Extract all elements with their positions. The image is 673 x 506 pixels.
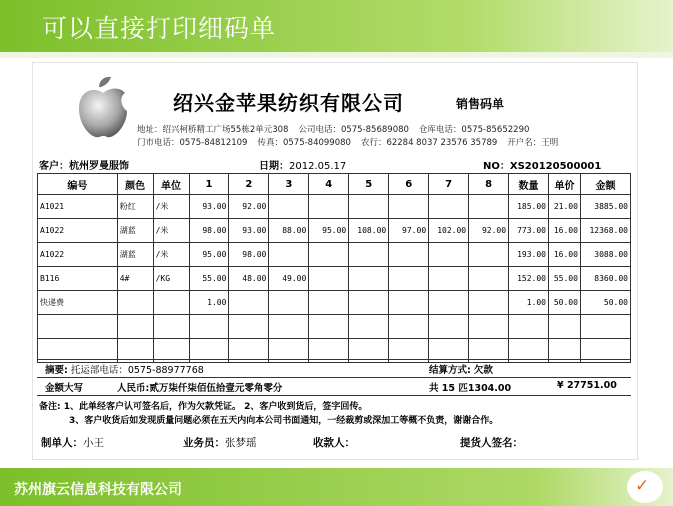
column-header: 4	[309, 174, 349, 195]
table-cell	[269, 243, 309, 267]
table-cell: /米	[153, 219, 189, 243]
footer-company-name: 苏州旗云信息科技有限公司	[14, 482, 182, 498]
summary-field: 摘要: 托运部电话：0575-88977768	[45, 365, 204, 376]
table-cell	[469, 195, 509, 219]
table-cell	[429, 315, 469, 339]
company-name: 绍兴金苹果纺织有限公司	[173, 91, 404, 115]
table-cell: A1022	[38, 219, 118, 243]
column-header: 数量	[509, 174, 549, 195]
store-phone: 门市电话：0575-84812109	[137, 138, 248, 148]
date-field: 日期：2012.05.17	[259, 161, 347, 172]
table-cell	[269, 195, 309, 219]
table-row	[38, 219, 631, 243]
table-cell: /KG	[153, 267, 189, 291]
column-header: 编号	[38, 174, 118, 195]
table-cell	[153, 291, 189, 315]
table-cell	[229, 291, 269, 315]
column-header: 3	[269, 174, 309, 195]
settlement-field: 结算方式: 欠款	[429, 365, 493, 376]
table-cell: A1021	[38, 195, 118, 219]
apple-logo-icon	[73, 71, 133, 141]
contact-line-2	[137, 136, 568, 148]
table-cell	[309, 243, 349, 267]
amount-caps: 人民币:贰万柒仟柒佰伍拾壹元零角零分	[117, 383, 283, 394]
table-row	[38, 291, 631, 315]
picker-signature-field: 提货人签名：	[460, 437, 523, 449]
table-cell	[389, 195, 429, 219]
table-cell	[469, 267, 509, 291]
table-cell	[229, 315, 269, 339]
maker-field: 制单人：小王	[41, 437, 104, 449]
table-cell	[309, 195, 349, 219]
table-cell	[389, 243, 429, 267]
warehouse-phone: 仓库电话：0575-85652290	[418, 125, 530, 135]
table-cell: 108.00	[349, 219, 389, 243]
column-header: 颜色	[117, 174, 153, 195]
table-cell	[349, 243, 389, 267]
table-row	[38, 315, 631, 339]
column-header: 5	[349, 174, 389, 195]
table-cell	[117, 291, 153, 315]
table-cell	[349, 315, 389, 339]
contact-line-1	[137, 123, 539, 135]
receiver-field: 收款人：	[313, 437, 355, 449]
table-cell: 55.00	[189, 267, 229, 291]
table-cell	[309, 291, 349, 315]
table-cell: 粉红	[117, 195, 153, 219]
table-cell	[269, 291, 309, 315]
column-header: 8	[469, 174, 509, 195]
bank-account: 农行：62284 8037 23576 35789	[360, 138, 498, 148]
table-cell: 773.00	[509, 219, 549, 243]
table-cell	[117, 315, 153, 339]
amount-caps-label: 金额大写	[45, 383, 84, 394]
table-cell: 92.00	[229, 195, 269, 219]
table-cell	[269, 315, 309, 339]
column-header: 6	[389, 174, 429, 195]
table-cell: 98.00	[229, 243, 269, 267]
brand-logo-icon: ✓	[627, 471, 663, 503]
table-row	[38, 243, 631, 267]
column-header: 7	[429, 174, 469, 195]
table-cell	[349, 195, 389, 219]
table-cell: 98.00	[189, 219, 229, 243]
table-cell: 88.00	[269, 219, 309, 243]
table-cell: 16.00	[548, 243, 580, 267]
notes	[39, 400, 498, 428]
table-cell: 湖蓝	[117, 219, 153, 243]
table-cell	[429, 267, 469, 291]
table-cell	[389, 267, 429, 291]
table-cell: 21.00	[548, 195, 580, 219]
table-cell: 3088.00	[580, 243, 630, 267]
table-cell	[309, 315, 349, 339]
column-header: 2	[229, 174, 269, 195]
table-cell: B116	[38, 267, 118, 291]
note-line-2: 3、客户收货后如发现质量问题必须在五天内向本公司书面通知，一经裁剪或深加工等概不负责，谢谢合作。	[69, 416, 499, 426]
table-cell	[309, 267, 349, 291]
table-cell: A1022	[38, 243, 118, 267]
table-cell: 95.00	[189, 243, 229, 267]
table-cell	[509, 315, 549, 339]
table-cell	[189, 315, 229, 339]
column-header: 金额	[580, 174, 630, 195]
address: 地址：绍兴柯桥精工广场55栋2单元308	[137, 125, 289, 135]
table-cell: 193.00	[509, 243, 549, 267]
column-header: 单价	[548, 174, 580, 195]
table-cell: /米	[153, 195, 189, 219]
table-cell	[429, 195, 469, 219]
table-row	[38, 195, 631, 219]
table-cell	[429, 291, 469, 315]
total-amount: ¥ 27751.00	[557, 380, 617, 391]
table-cell: 12368.00	[580, 219, 630, 243]
sales-slip	[32, 62, 638, 460]
table-cell	[469, 243, 509, 267]
salesperson-field: 业务员：张梦瑶	[183, 437, 257, 449]
column-header: 单位	[153, 174, 189, 195]
table-cell: 55.00	[548, 267, 580, 291]
table-cell	[153, 315, 189, 339]
account-holder: 开户名：王明	[507, 138, 559, 148]
table-cell	[389, 315, 429, 339]
fax: 传真：0575-84099080	[257, 138, 351, 148]
table-cell	[469, 291, 509, 315]
table-cell: 93.00	[229, 219, 269, 243]
slide-title: 可以直接打印细码单	[42, 14, 277, 43]
table-header-row	[38, 174, 631, 195]
note-line-1: 备注: 1、此单经客户认可签名后，作为欠款凭证。 2、客户收到货后，签字回传。	[39, 402, 368, 412]
table-cell: 1.00	[509, 291, 549, 315]
table-cell: 1.00	[189, 291, 229, 315]
document-type: 销售码单	[456, 97, 505, 111]
table-cell: 4#	[117, 267, 153, 291]
table-cell: 8360.00	[580, 267, 630, 291]
table-cell	[580, 315, 630, 339]
table-cell: 102.00	[429, 219, 469, 243]
table-cell	[548, 315, 580, 339]
table-cell: 湖蓝	[117, 243, 153, 267]
header-divider	[0, 52, 673, 58]
table-cell: 97.00	[389, 219, 429, 243]
table-cell	[429, 243, 469, 267]
table-cell	[349, 291, 389, 315]
doc-number-field: NO：XS20120500001	[483, 161, 602, 172]
table-row	[38, 267, 631, 291]
table-cell: 92.00	[469, 219, 509, 243]
slide-header	[0, 0, 673, 52]
table-cell: /米	[153, 243, 189, 267]
slide-footer	[0, 468, 673, 506]
customer-field: 客户：杭州罗曼服饰	[39, 161, 129, 172]
items-table	[37, 173, 631, 363]
table-cell: 93.00	[189, 195, 229, 219]
table-cell: 50.00	[580, 291, 630, 315]
table-cell: 快递费	[38, 291, 118, 315]
table-cell: 95.00	[309, 219, 349, 243]
table-cell	[389, 291, 429, 315]
column-header: 1	[189, 174, 229, 195]
table-cell: 48.00	[229, 267, 269, 291]
company-phone: 公司电话：0575-85689080	[298, 125, 409, 135]
table-cell: 50.00	[548, 291, 580, 315]
table-cell: 16.00	[548, 219, 580, 243]
totals-quantity: 共 15 匹1304.00	[429, 383, 512, 394]
table-cell	[38, 315, 118, 339]
table-cell: 3885.00	[580, 195, 630, 219]
table-cell: 152.00	[509, 267, 549, 291]
table-cell: 185.00	[509, 195, 549, 219]
table-cell	[349, 267, 389, 291]
table-cell: 49.00	[269, 267, 309, 291]
table-cell	[469, 315, 509, 339]
